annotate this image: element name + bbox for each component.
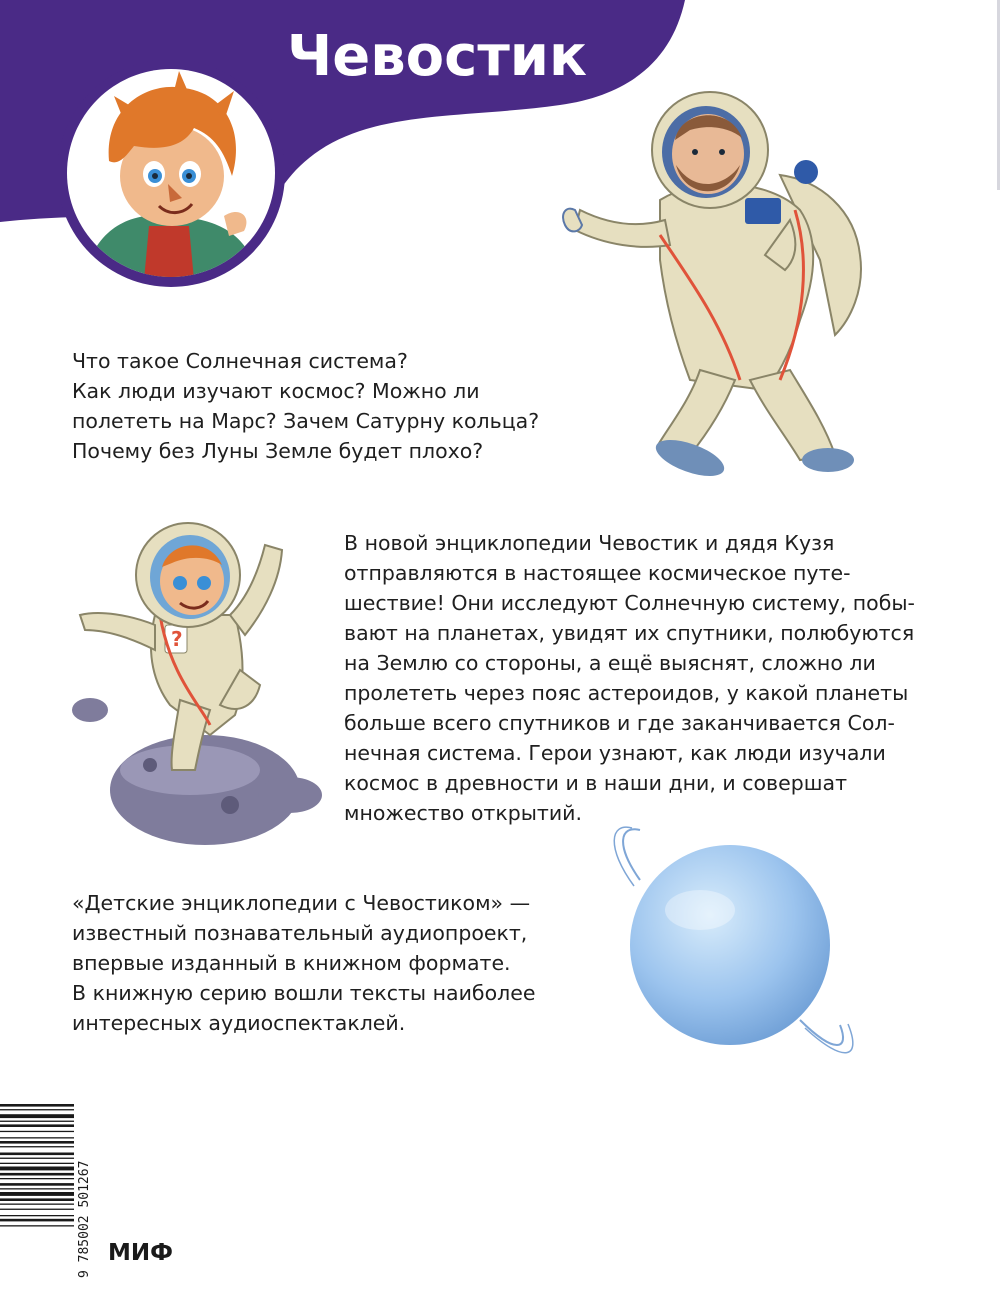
question-line: полететь на Марс? Зачем Сатурну кольца? <box>72 409 540 433</box>
description-line: на Землю со стороны, а ещё выяснят, сложно ли <box>344 651 876 675</box>
barcode-bar <box>0 1141 74 1144</box>
barcode-bar <box>0 1188 74 1189</box>
barcode-bar <box>0 1198 74 1201</box>
description-line: множество открытий. <box>344 801 583 825</box>
barcode-bar <box>0 1109 74 1110</box>
about-text <box>72 888 535 1038</box>
barcode-bar <box>0 1215 74 1216</box>
page-title: Чевостик <box>287 24 588 89</box>
barcode-bar <box>0 1204 74 1205</box>
question-line: Что такое Солнечная система? <box>72 349 408 373</box>
barcode-bar <box>0 1146 74 1147</box>
description-line: пролететь через пояс астероидов, у какой планеты <box>344 681 909 705</box>
svg-text:?: ? <box>171 627 183 651</box>
about-line: впервые изданный в книжном формате. <box>72 951 511 975</box>
description-line: космос в древности и в наши дни, и совершат <box>344 771 848 795</box>
barcode-bar <box>0 1104 74 1107</box>
description-line: шествие! Они исследуют Солнечную систему, побы- <box>344 591 915 615</box>
question-line: Почему без Луны Земле будет плохо? <box>72 439 484 463</box>
about-line: «Детские энциклопедии с Чевостиком» — <box>72 891 531 915</box>
question-line: Как люди изучают космос? Можно ли <box>72 379 480 403</box>
description-line: отправляются в настоящее космическое путе- <box>344 561 851 585</box>
barcode-bar <box>0 1209 74 1210</box>
description-line: больше всего спутников и где заканчивается Сол- <box>344 711 895 735</box>
publisher-logo: МИФ <box>108 1240 173 1266</box>
barcode-bar <box>0 1124 74 1127</box>
chevostik-portrait <box>64 66 278 280</box>
barcode-bar <box>0 1131 74 1132</box>
description-line: нечная система. Герои узнают, как люди изучали <box>344 741 886 765</box>
barcode-bar <box>0 1121 74 1122</box>
barcode-bar <box>0 1114 74 1118</box>
uranus-planet <box>600 810 860 1070</box>
questions-text <box>72 346 539 466</box>
barcode-bar <box>0 1153 74 1156</box>
barcode-bar <box>0 1225 74 1226</box>
about-line: известный познавательный аудиопроект, <box>72 921 528 945</box>
barcode-bar <box>0 1178 74 1179</box>
about-line: В книжную серию вошли тексты наиболее <box>72 981 536 1005</box>
description-text <box>344 528 915 828</box>
isbn-barcode <box>0 1102 92 1280</box>
barcode-bar <box>0 1183 74 1186</box>
astronaut-uncle-kuzya <box>550 80 880 490</box>
barcode-bar <box>0 1173 74 1176</box>
barcode-number: 9 785002 501267 <box>77 1160 92 1278</box>
barcode-bar <box>0 1163 74 1164</box>
description-line: вают на планетах, увидят их спутники, полюбуются <box>344 621 915 645</box>
description-line: В новой энциклопедии Чевостик и дядя Кузя <box>344 531 835 555</box>
about-line: интересных аудиоспектаклей. <box>72 1011 406 1035</box>
astronaut-chevostik-on-asteroid <box>60 505 360 850</box>
barcode-bar <box>0 1192 74 1196</box>
barcode-bar <box>0 1158 74 1159</box>
barcode-bar <box>0 1137 74 1138</box>
barcode-bar <box>0 1167 74 1171</box>
barcode-bar <box>0 1219 74 1222</box>
